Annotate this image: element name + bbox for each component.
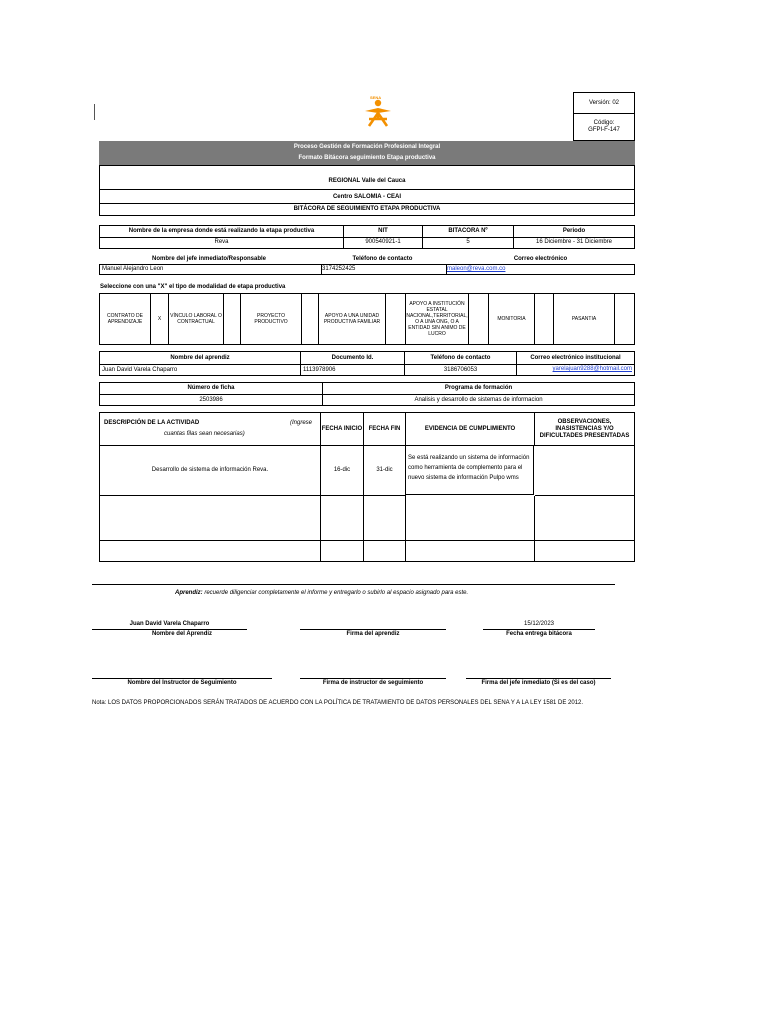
delivery-date-caption: Fecha entrega bitácora [506, 631, 572, 637]
regional-box [99, 165, 635, 216]
activity-evidence: Se está realizando un sistema de información como herramienta de complemento para el nuevo sistema de información Pulpo wms [406, 446, 534, 495]
col-desc-note2: cuantas filas sean necesarias) [164, 431, 245, 437]
ficha-value: 2503986 [100, 395, 323, 405]
col-evidence-header: EVIDENCIA DE CUMPLIMIENTO [406, 413, 535, 446]
code-cell [573, 113, 635, 141]
apprentice-email-label: Correo electrónico institucional [517, 352, 634, 365]
modality-title: Seleccione con una "X" el tipo de modalidad de etapa productiva [100, 284, 286, 290]
sena-logo-icon [361, 98, 395, 130]
boss-phone: 3174252425 [320, 265, 447, 274]
activity-obs [535, 446, 634, 496]
legal-note: Nota: LOS DATOS PROPORCIONADOS SERÁN TRATADOS DE ACUERDO CON LA POLÍTICA DE TRATAMIENTO DE DATOS PERSONALES DEL SENA Y A LA LEY 1581 DE 2012. [92, 700, 584, 706]
empty-row-evidence [406, 496, 535, 541]
reminder-divider [92, 584, 615, 585]
bitacora-no-value: 5 [423, 237, 514, 248]
apprentice-email-link[interactable]: yarelajuan9288@hotmail.com [552, 366, 632, 372]
program-label: Programa de formación [323, 383, 634, 395]
activity-desc: Desarrollo de sistema de información Reva. [100, 446, 321, 496]
modality-option-institucion[interactable]: APOYO A INSTITUCIÓN ESTATAL NACIONAL,TERRITORIAL, O A UNA ONG, O A ENTIDAD SIN ANIMO DE LUCRO [406, 294, 469, 344]
modality-option-pasantia[interactable]: PASANTIA [554, 294, 615, 344]
col-obs-header: OBSERVACIONES, INASISTENCIAS Y/O DIFICULTADES PRESENTADAS [535, 413, 634, 446]
boss-email-label: Correo electrónico [513, 255, 568, 262]
modality-table [99, 293, 635, 345]
company-name-value: Reva [100, 237, 344, 248]
period-value: 16 Diciembre - 31 Diciembre [535, 239, 613, 245]
version-text: Versión: 02 [588, 99, 620, 106]
activities-table [99, 412, 635, 562]
modality-option-aprendizaje[interactable]: CONTRATO DE APRENDIZAJE [100, 294, 151, 344]
nit-value: 900540921-1 [344, 237, 423, 248]
apprentice-signature-name: Juan David Varela Chaparro [129, 621, 210, 627]
period-label: Periodo [514, 226, 634, 238]
document-header [99, 92, 635, 217]
empty-row-end [364, 496, 406, 541]
col-desc-header [100, 413, 321, 446]
empty-row-start [321, 496, 364, 541]
modality-option-vinculo[interactable]: VÍNCULO LABORAL O CONTRACTUAL [169, 294, 224, 344]
bitacora-title: BITÁCORA DE SEGUIMIENTO ETAPA PRODUCTIVA [293, 206, 441, 212]
process-bar [99, 141, 635, 165]
ficha-label: Número de ficha [100, 383, 323, 395]
reminder-text: recuerde diligenciar completamente el informe y entregarlo o subirlo al espacio asignado para este. [204, 590, 469, 596]
instructor-caption: Nombre del Instructor de Seguimiento [127, 680, 237, 686]
boss-row [99, 264, 635, 275]
version-cell [573, 92, 635, 114]
modality-option-proyecto[interactable]: PROYECTO PRODUCTIVO [241, 294, 302, 344]
empty-row2-end [364, 541, 406, 561]
format-title: Formato Bitácora seguimiento Etapa productiva [298, 155, 436, 161]
company-table [99, 225, 635, 249]
col-desc-note1: (Ingrese [290, 420, 313, 426]
logo-text: SENA [370, 95, 382, 100]
reminder [175, 590, 625, 597]
program-value: Analisis y desarrollo de sistemas de informacion [414, 396, 543, 403]
boss-sign-caption: Firma del jefe inmediato (Si es del caso) [481, 680, 596, 686]
company-name-label: Nombre de la empresa donde está realizando la etapa productiva [100, 226, 344, 238]
apprentice-doc: 1113978906 [301, 365, 405, 375]
boss-phone-label: Teléfono de contacto [352, 255, 413, 262]
col-end-header: FECHA FIN [364, 413, 406, 446]
regional-text: REGIONAL Valle del Cauca [328, 177, 406, 184]
apprentice-doc-label: Documento Id. [301, 352, 405, 365]
apprentice-name-label: Nombre del aprendiz [100, 352, 301, 365]
empty-row2-desc [100, 541, 321, 561]
ficha-table [99, 382, 635, 406]
empty-row-desc [100, 496, 321, 541]
apprentice-name-caption: Nombre del Aprendiz [151, 631, 213, 637]
col-desc-title: DESCRIPCIÓN DE LA ACTIVIDAD [104, 420, 200, 426]
empty-row-obs [535, 496, 634, 541]
code-value: GFPI-F-147 [588, 127, 620, 133]
modality-option-unidad-familiar[interactable]: APOYO A UNA UNIDAD PRODUCTIVA FAMILIAR [319, 294, 386, 344]
apprentice-name: Juan David Varela Chaparro [100, 365, 301, 375]
col-start-header: FECHA INICIO [321, 413, 364, 446]
apprentice-phone: 3186706053 [405, 365, 517, 375]
apprentice-table [99, 351, 635, 376]
code-label: Código: [593, 120, 615, 126]
activity-end: 31-dic [364, 446, 406, 496]
delivery-date: 15/12/2023 [523, 621, 555, 627]
modality-option-monitoria[interactable]: MONITORIA [489, 294, 535, 344]
apprentice-sign-caption: Firma del aprendiz [346, 631, 400, 637]
modality-mark[interactable]: X [151, 294, 169, 344]
nit-label: NIT [344, 226, 423, 238]
centro-text: Centro SALOMIA - CEAI [332, 193, 402, 200]
margin-mark [94, 104, 95, 120]
boss-name: Manuel Alejandro Leon [100, 265, 322, 274]
empty-row2-evidence [406, 541, 535, 561]
apprentice-phone-label: Teléfono de contacto [405, 352, 517, 365]
process-title: Proceso Gestión de Formación Profesional Integral [293, 144, 441, 150]
boss-email-link[interactable]: maleon@reva.com.co [447, 266, 506, 272]
reminder-label: Aprendiz: [175, 590, 203, 596]
activity-start: 16-dic [321, 446, 364, 496]
instructor-sign-caption: Firma de instructor de seguimiento [322, 680, 424, 686]
bitacora-no-label: BITACORA Nº [423, 226, 514, 238]
empty-row2-start [321, 541, 364, 561]
boss-label: Nombre del jefe inmediato/Responsable [151, 255, 267, 262]
